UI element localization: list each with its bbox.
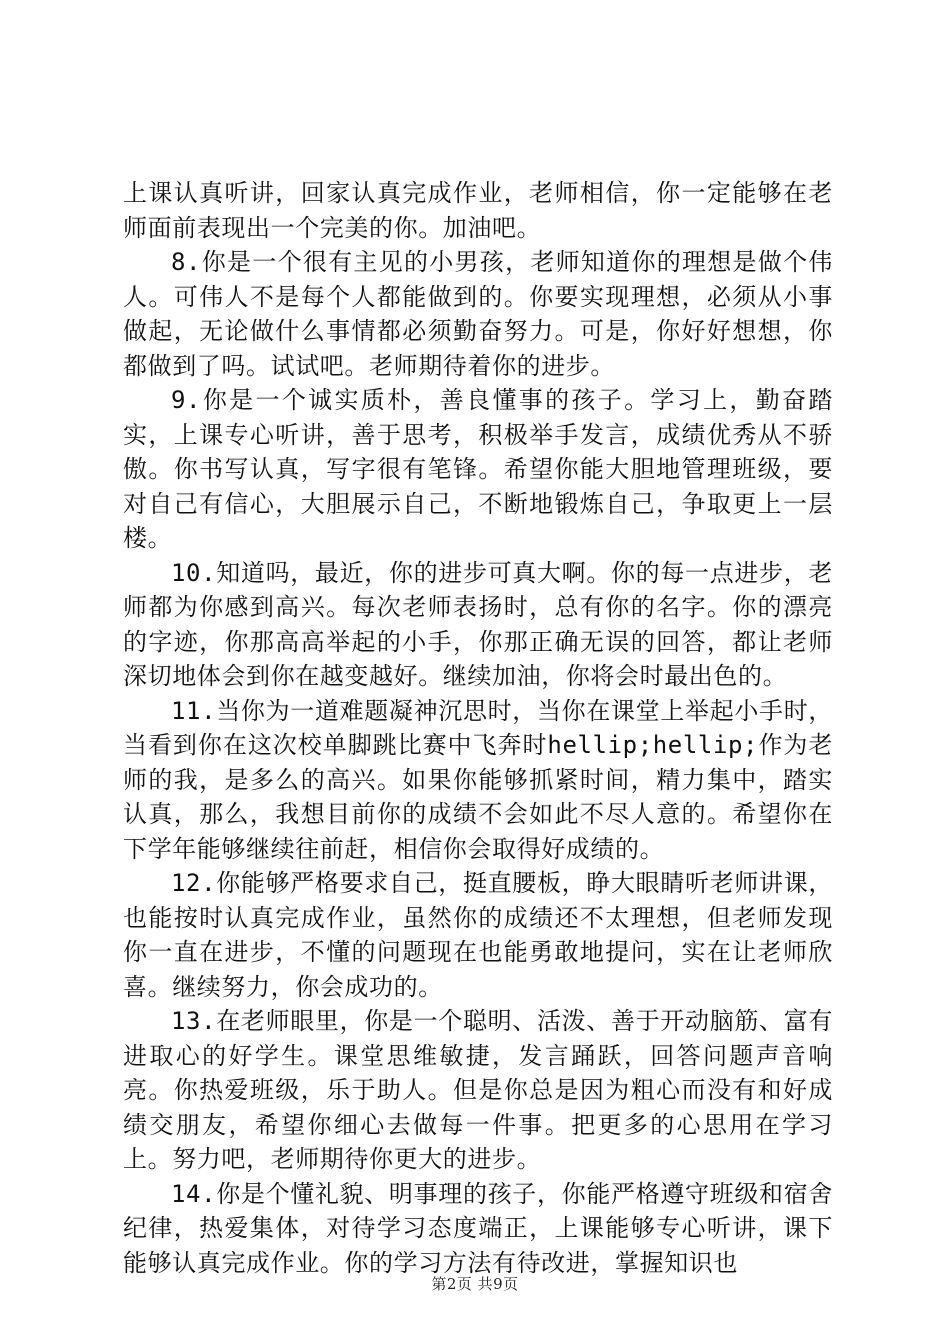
paragraph-continuation: 上课认真听讲，回家认真完成作业，老师相信，你一定能够在老师面前表现出一个完美的你。加油吧。 <box>123 179 833 242</box>
paragraph-item-12: 12.你能够严格要求自己，挺直腰板，睁大眼睛听老师讲课，也能按时认真完成作业，虽然你的成绩还不太理想，但老师发现你一直在进步，不懂的问题现在也能勇敢地提问，实在让老师欣喜。继续努力，你会成功的。 <box>123 869 833 1001</box>
paragraph-item-10: 10.知道吗，最近，你的进步可真大啊。你的每一点进步，老师都为你感到高兴。每次老师表扬时，总有你的名字。你的漂亮的字迹，你那高高举起的小手，你那正确无误的回答，都让老师深切地体会到你在越变越好。继续加油，你将会时最出色的。 <box>123 558 833 690</box>
paragraph-item-14: 14.你是个懂礼貌、明事理的孩子，你能严格遵守班级和宿舍纪律，热爱集体，对待学习态度端正，上课能够专心听讲，课下能够认真完成作业。你的学习方法有待改进，掌握知识也 <box>123 1179 833 1277</box>
paragraph-item-13: 13.在老师眼里，你是一个聪明、活泼、善于开动脑筋、富有进取心的好学生。课堂思维敏捷，发言踊跃，回答问题声音响亮。你热爱班级，乐于助人。但是你总是因为粗心而没有和好成绩交朋友，希望你细心去做每一件事。把更多的心思用在学习上。努力吧，老师期待你更大的进步。 <box>123 1007 833 1173</box>
paragraph-item-8: 8.你是一个很有主见的小男孩，老师知道你的理想是做个伟人。可伟人不是每个人都能做到的。你要实现理想，必须从小事做起，无论做什么事情都必须勤奋努力。可是，你好好想想，你都做到了吗。试试吧。老师期待着你的进步。 <box>123 248 833 380</box>
paragraph-item-11: 11.当你为一道难题凝神沉思时，当你在课堂上举起小手时，当看到你在这次校单脚跳比赛中飞奔时hellip;hellip;作为老师的我，是多么的高兴。如果你能够抓紧时间，精力集中，踏实认真，那么，我想目前你的成绩不会如此不尽人意的。希望你在下学年能够继续往前赶，相信你会取得好成绩的。 <box>123 696 833 863</box>
document-body <box>123 176 833 1280</box>
page-number-label: 第2页 共9页 <box>431 1275 519 1293</box>
page-footer <box>0 1273 950 1294</box>
paragraph-item-9: 9.你是一个诚实质朴，善良懂事的孩子。学习上，勤奋踏实，上课专心听讲，善于思考，积极举手发言，成绩优秀从不骄傲。你书写认真，写字很有笔锋。希望你能大胆地管理班级，要对自己有信心，大胆展示自己，不断地锻炼自己，争取更上一层楼。 <box>123 386 833 552</box>
